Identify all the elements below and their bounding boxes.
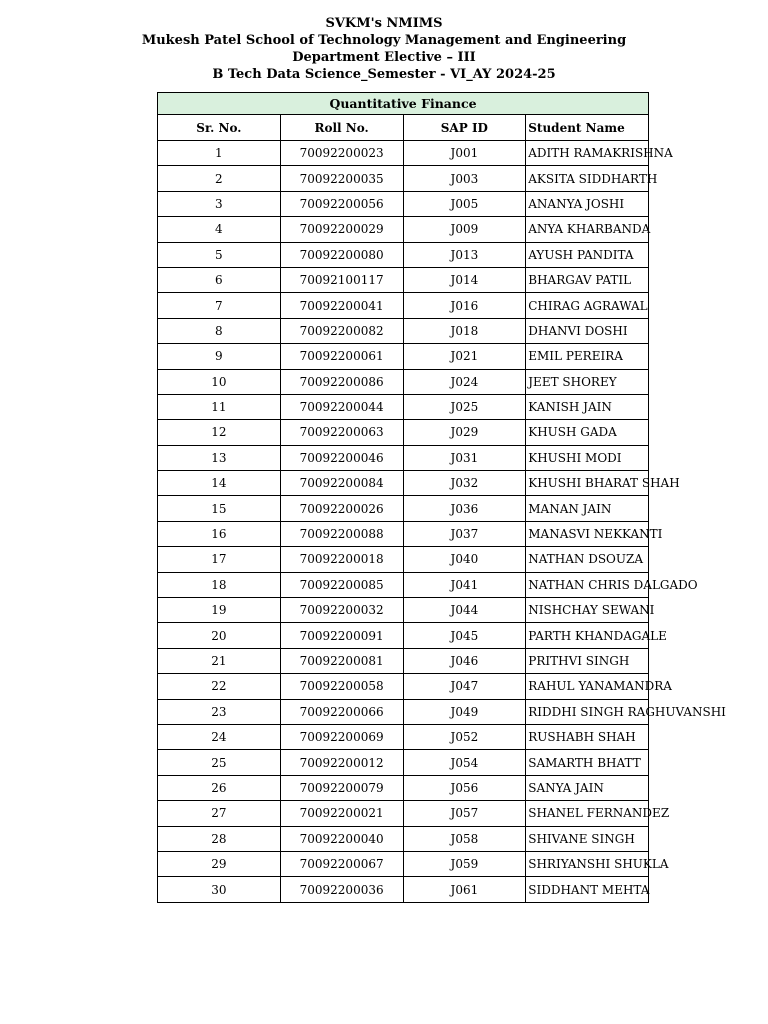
roll-no-cell: 70092200091 xyxy=(280,623,403,648)
sr-no-cell: 21 xyxy=(158,648,281,673)
sr-no-cell: 23 xyxy=(158,699,281,724)
roll-no-cell: 70092200032 xyxy=(280,598,403,623)
sap-id-cell: J037 xyxy=(403,521,526,546)
student-name-cell: EMIL PEREIRA xyxy=(526,344,649,369)
table-row xyxy=(158,648,649,673)
student-name-cell: MANAN JAIN xyxy=(526,496,649,521)
table-row xyxy=(158,293,649,318)
student-name-cell: SHIVANE SINGH xyxy=(526,826,649,851)
sr-no-cell: 5 xyxy=(158,242,281,267)
student-name-cell: BHARGAV PATIL xyxy=(526,267,649,292)
student-name-cell: NATHAN CHRIS DALGADO xyxy=(526,572,649,597)
sr-no-cell: 16 xyxy=(158,521,281,546)
sap-id-cell: J016 xyxy=(403,293,526,318)
roll-no-cell: 70092200085 xyxy=(280,572,403,597)
sr-no-cell: 8 xyxy=(158,318,281,343)
roll-no-cell: 70092200044 xyxy=(280,394,403,419)
table-row xyxy=(158,369,649,394)
student-name-cell: CHIRAG AGRAWAL xyxy=(526,293,649,318)
student-name-cell: NATHAN DSOUZA xyxy=(526,547,649,572)
sr-no-cell: 28 xyxy=(158,826,281,851)
table-row xyxy=(158,344,649,369)
table-row xyxy=(158,166,649,191)
institution-name: SVKM's NMIMS xyxy=(325,16,443,31)
roll-no-cell: 70092200041 xyxy=(280,293,403,318)
sap-id-cell: J049 xyxy=(403,699,526,724)
student-name-cell: JEET SHOREY xyxy=(526,369,649,394)
roll-no-cell: 70092200021 xyxy=(280,801,403,826)
sr-no-cell: 4 xyxy=(158,217,281,242)
table-row xyxy=(158,877,649,902)
school-name: Mukesh Patel School of Technology Management and Engineering xyxy=(141,33,627,48)
roster-body xyxy=(158,141,726,903)
column-header-student-name: Student Name xyxy=(526,115,649,141)
student-name-cell: KHUSH GADA xyxy=(526,420,649,445)
sr-no-cell: 29 xyxy=(158,851,281,876)
student-name-cell: AYUSH PANDITA xyxy=(526,242,649,267)
student-name-cell: NISHCHAY SEWANI xyxy=(526,598,649,623)
table-row xyxy=(158,496,649,521)
roll-no-cell: 70092200067 xyxy=(280,851,403,876)
sap-id-cell: J057 xyxy=(403,801,526,826)
roll-no-cell: 70092100117 xyxy=(280,267,403,292)
table-row xyxy=(158,141,649,166)
student-name-cell: ADITH RAMAKRISHNA xyxy=(526,141,649,166)
program-semester: B Tech Data Science_Semester - VI_AY 2024-25 xyxy=(212,67,556,82)
sap-id-cell: J054 xyxy=(403,750,526,775)
student-name-cell: PRITHVI SINGH xyxy=(526,648,649,673)
roll-no-cell: 70092200084 xyxy=(280,471,403,496)
table-row xyxy=(158,775,649,800)
sap-id-cell: J036 xyxy=(403,496,526,521)
sap-id-cell: J001 xyxy=(403,141,526,166)
sr-no-cell: 22 xyxy=(158,674,281,699)
student-name-cell: RIDDHI SINGH RAGHUVANSHI xyxy=(526,699,649,724)
student-name-cell: SHRIYANSHI SHUKLA xyxy=(526,851,649,876)
roll-no-cell: 70092200079 xyxy=(280,775,403,800)
roll-no-cell: 70092200080 xyxy=(280,242,403,267)
roll-no-cell: 70092200035 xyxy=(280,166,403,191)
sr-no-cell: 19 xyxy=(158,598,281,623)
sr-no-cell: 13 xyxy=(158,445,281,470)
student-name-cell: SAMARTH BHATT xyxy=(526,750,649,775)
roll-no-cell: 70092200081 xyxy=(280,648,403,673)
sap-id-cell: J018 xyxy=(403,318,526,343)
student-name-cell: SANYA JAIN xyxy=(526,775,649,800)
student-name-cell: PARTH KHANDAGALE xyxy=(526,623,649,648)
table-row xyxy=(158,521,649,546)
sr-no-cell: 12 xyxy=(158,420,281,445)
table-row xyxy=(158,724,649,749)
student-name-cell: KANISH JAIN xyxy=(526,394,649,419)
student-name-cell: KHUSHI MODI xyxy=(526,445,649,470)
student-name-cell: RUSHABH SHAH xyxy=(526,724,649,749)
sr-no-cell: 2 xyxy=(158,166,281,191)
column-header-row xyxy=(158,115,649,141)
sr-no-cell: 10 xyxy=(158,369,281,394)
student-name-cell: MANASVI NEKKANTI xyxy=(526,521,649,546)
table-row xyxy=(158,191,649,216)
student-name-cell: SHANEL FERNANDEZ xyxy=(526,801,649,826)
table-row xyxy=(158,598,649,623)
sr-no-cell: 18 xyxy=(158,572,281,597)
sap-id-cell: J009 xyxy=(403,217,526,242)
table-row xyxy=(158,445,649,470)
table-row xyxy=(158,420,649,445)
document-header xyxy=(0,15,768,83)
student-name-cell: KHUSHI BHARAT SHAH xyxy=(526,471,649,496)
sap-id-cell: J047 xyxy=(403,674,526,699)
sr-no-cell: 6 xyxy=(158,267,281,292)
table-row xyxy=(158,801,649,826)
sap-id-cell: J061 xyxy=(403,877,526,902)
sap-id-cell: J040 xyxy=(403,547,526,572)
sr-no-cell: 26 xyxy=(158,775,281,800)
sap-id-cell: J021 xyxy=(403,344,526,369)
sr-no-cell: 27 xyxy=(158,801,281,826)
sap-id-cell: J044 xyxy=(403,598,526,623)
table-row xyxy=(158,623,649,648)
sap-id-cell: J003 xyxy=(403,166,526,191)
sap-id-cell: J005 xyxy=(403,191,526,216)
sr-no-cell: 11 xyxy=(158,394,281,419)
student-name-cell: DHANVI DOSHI xyxy=(526,318,649,343)
table-row xyxy=(158,826,649,851)
sr-no-cell: 9 xyxy=(158,344,281,369)
sr-no-cell: 24 xyxy=(158,724,281,749)
sap-id-cell: J045 xyxy=(403,623,526,648)
roll-no-cell: 70092200036 xyxy=(280,877,403,902)
roll-no-cell: 70092200088 xyxy=(280,521,403,546)
roll-no-cell: 70092200018 xyxy=(280,547,403,572)
sap-id-cell: J041 xyxy=(403,572,526,597)
roll-no-cell: 70092200086 xyxy=(280,369,403,394)
table-row xyxy=(158,750,649,775)
roll-no-cell: 70092200066 xyxy=(280,699,403,724)
table-row xyxy=(158,267,649,292)
table-row xyxy=(158,674,649,699)
roll-no-cell: 70092200012 xyxy=(280,750,403,775)
sap-id-cell: J046 xyxy=(403,648,526,673)
student-name-cell: SIDDHANT MEHTA xyxy=(526,877,649,902)
sap-id-cell: J013 xyxy=(403,242,526,267)
table-row xyxy=(158,699,649,724)
sr-no-cell: 3 xyxy=(158,191,281,216)
table-row xyxy=(158,547,649,572)
roll-no-cell: 70092200056 xyxy=(280,191,403,216)
student-name-cell: ANANYA JOSHI xyxy=(526,191,649,216)
sap-id-cell: J032 xyxy=(403,471,526,496)
sap-id-cell: J029 xyxy=(403,420,526,445)
sap-id-cell: J056 xyxy=(403,775,526,800)
column-header-roll-no: Roll No. xyxy=(280,115,403,141)
sap-id-cell: J052 xyxy=(403,724,526,749)
sap-id-cell: J014 xyxy=(403,267,526,292)
roll-no-cell: 70092200046 xyxy=(280,445,403,470)
roll-no-cell: 70092200023 xyxy=(280,141,403,166)
student-name-cell: AKSITA SIDDHARTH xyxy=(526,166,649,191)
sr-no-cell: 14 xyxy=(158,471,281,496)
column-header-sr-no: Sr. No. xyxy=(158,115,281,141)
sr-no-cell: 25 xyxy=(158,750,281,775)
column-header-sap-id: SAP ID xyxy=(403,115,526,141)
subject-header-row xyxy=(158,93,649,115)
student-name-cell: ANYA KHARBANDA xyxy=(526,217,649,242)
sap-id-cell: J025 xyxy=(403,394,526,419)
roll-no-cell: 70092200058 xyxy=(280,674,403,699)
sr-no-cell: 17 xyxy=(158,547,281,572)
table-row xyxy=(158,851,649,876)
elective-title: Department Elective – III xyxy=(292,50,476,65)
sap-id-cell: J059 xyxy=(403,851,526,876)
sr-no-cell: 20 xyxy=(158,623,281,648)
sap-id-cell: J058 xyxy=(403,826,526,851)
table-row xyxy=(158,318,649,343)
student-name-cell: RAHUL YANAMANDRA xyxy=(526,674,649,699)
sr-no-cell: 30 xyxy=(158,877,281,902)
sap-id-cell: J031 xyxy=(403,445,526,470)
roll-no-cell: 70092200063 xyxy=(280,420,403,445)
table-row xyxy=(158,242,649,267)
sr-no-cell: 1 xyxy=(158,141,281,166)
student-roster-table xyxy=(157,92,726,903)
table-row xyxy=(158,572,649,597)
table-row xyxy=(158,471,649,496)
roll-no-cell: 70092200029 xyxy=(280,217,403,242)
sap-id-cell: J024 xyxy=(403,369,526,394)
roll-no-cell: 70092200061 xyxy=(280,344,403,369)
roll-no-cell: 70092200040 xyxy=(280,826,403,851)
sr-no-cell: 15 xyxy=(158,496,281,521)
subject-title: Quantitative Finance xyxy=(158,93,649,115)
sr-no-cell: 7 xyxy=(158,293,281,318)
roll-no-cell: 70092200069 xyxy=(280,724,403,749)
roll-no-cell: 70092200026 xyxy=(280,496,403,521)
roll-no-cell: 70092200082 xyxy=(280,318,403,343)
table-row xyxy=(158,394,649,419)
table-row xyxy=(158,217,649,242)
